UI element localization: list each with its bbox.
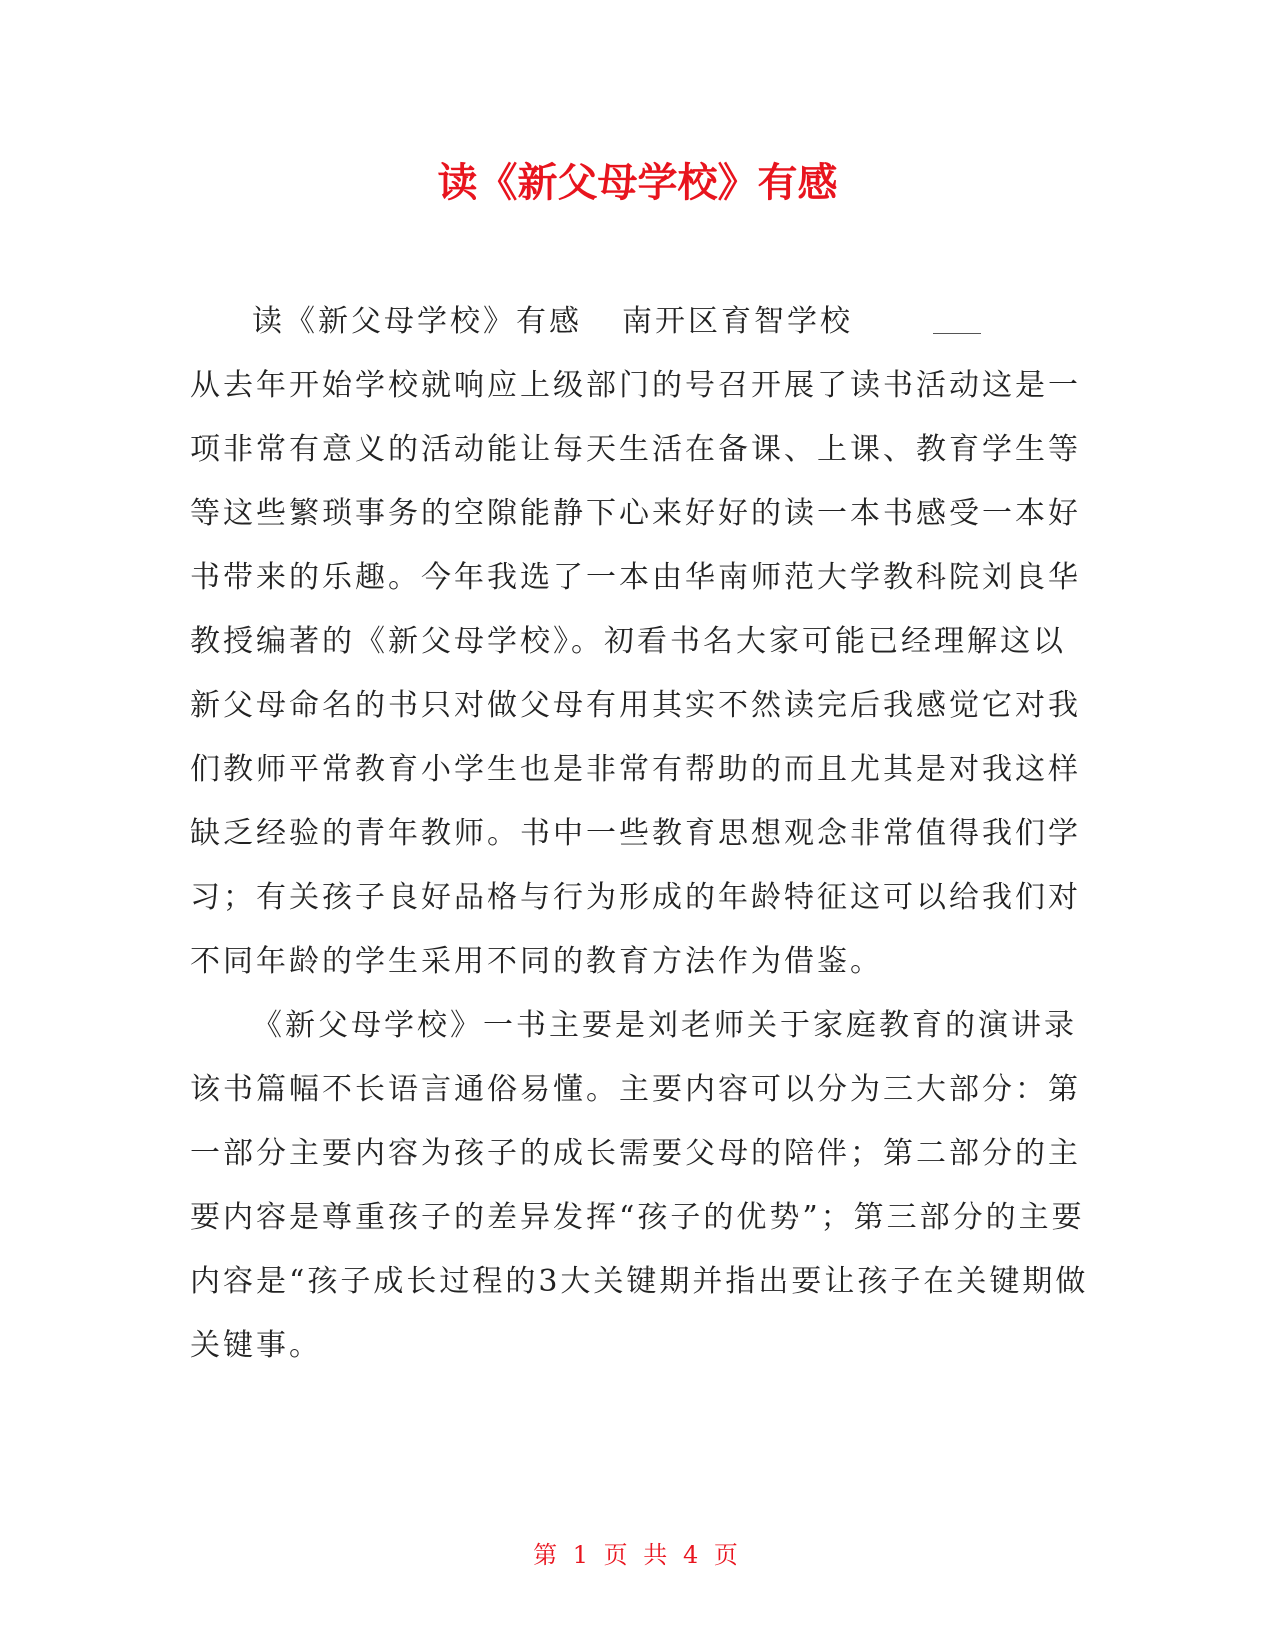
document-body: [190, 290, 1090, 1378]
byline-title: 读《新父母学校》有感: [252, 304, 582, 339]
author-blank-line: [933, 313, 981, 334]
paragraph-2: 《新父母学校》一书主要是刘老师关于家庭教育的演讲录该书篇幅不长语言通俗易懂。主要内容可以分为三大部分：第一部分主要内容为孩子的成长需要父母的陪伴；第二部分的主要内容是尊重孩子的差异发挥“孩子的优势”；第三部分的主要内容是“孩子成长过程的3大关键期并指出要让孩子在关键期做关键事。: [190, 1008, 1089, 1363]
paragraph-1: 从去年开始学校就响应上级部门的号召开展了读书活动这是一项非常有意义的活动能让每天生活在备课、上课、教育学生等等这些繁琐事务的空隙能静下心来好好的读一本书感受一本好书带来的乐趣。今年我选了一本由华南师范大学教科院刘良华教授编著的《新父母学校》。初看书名大家可能已经理解这以新父母命名的书只对做父母有用其实不然读完后我感觉它对我们教师平常教育小学生也是非常有帮助的而且尤其是对我这样缺乏经验的青年教师。书中一些教育思想观念非常值得我们学习；有关孩子良好品格与行为形成的年龄特征这可以给我们对不同年龄的学生采用不同的教育方法作为借鉴。: [190, 368, 1081, 979]
byline: [190, 290, 1090, 354]
page-footer: 第 1 页 共 4 页: [533, 1541, 742, 1569]
byline-school: 南开区育智学校: [622, 304, 853, 339]
document-title: 读《新父母学校》有感: [437, 160, 838, 206]
